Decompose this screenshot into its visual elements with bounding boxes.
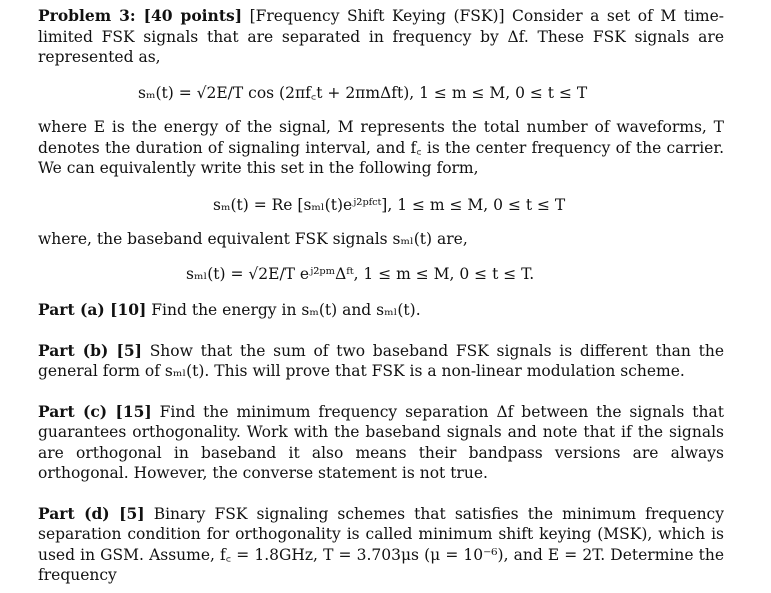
where-paragraph-1: where E is the energy of the signal, M represents the total number of waveforms, T denotes the duration of signaling interval, and f꜀ is the center frequency of the carrier. We can equivalently write this set in the following form, (38, 118, 724, 177)
equation-bandpass-fsk: sₘ(t) = √2E/T cos (2πf꜀t + 2πmΔft), 1 ≤ m ≤ M, 0 ≤ t ≤ T (138, 83, 588, 102)
problem-title: Problem 3: [40 points] (38, 6, 243, 25)
problem-intro-text: [Frequency Shift Keying (FSK)] Consider a set of M time-limited FSK signals that are separated in frequency by Δf. These FSK signals are represented as, (38, 7, 724, 66)
part-d-label: Part (d) [5] (38, 503, 145, 523)
part-c-text: Find the minimum frequency separation Δf between the signals that guarantees orthogonality. Work with the baseband signals and note that if the signals are orthogonal in baseband it also means their bandpass versions are always orthogonal. However, the converse statement is not true. (38, 402, 724, 482)
part-a-label: Part (a) [10] (38, 300, 147, 319)
part-c (38, 402, 724, 484)
part-c-label: Part (c) [15] (38, 401, 152, 421)
part-a-text: Find the energy in sₘ(t) and sₘₗ(t). (151, 301, 421, 319)
equation-baseband-fsk: sₘₗ(t) = √2E/T eʲ²ᵖᵐΔᶠᵗ, 1 ≤ m ≤ M, 0 ≤ t ≤ T. (186, 264, 535, 283)
equation-complex-form: sₘ(t) = Re [sₘₗ(t)eʲ²ᵖᶠᶜᵗ], 1 ≤ m ≤ M, 0 ≤ t ≤ T (213, 195, 566, 214)
part-b-label: Part (b) [5] (38, 340, 142, 360)
problem-document (38, 6, 724, 586)
part-a (38, 300, 724, 321)
problem-intro-paragraph (38, 6, 724, 68)
part-b (38, 341, 724, 382)
part-d-text: Binary FSK signaling schemes that satisfies the minimum frequency separation condition for orthogonality is called minimum shift keying (MSK), which is used in GSM. Assume, f꜀ = 1.8GHz, T = 3.703μs (μ = 10⁻⁶), and E = 2T. Determine the frequency (38, 504, 724, 584)
where-paragraph-2: where, the baseband equivalent FSK signals sₘₗ(t) are, (38, 230, 468, 248)
part-b-text: Show that the sum of two baseband FSK signals is different than the general form of sₘₗ(t). This will prove that FSK is a non-linear modulation scheme. (38, 341, 725, 380)
part-d (38, 504, 724, 586)
